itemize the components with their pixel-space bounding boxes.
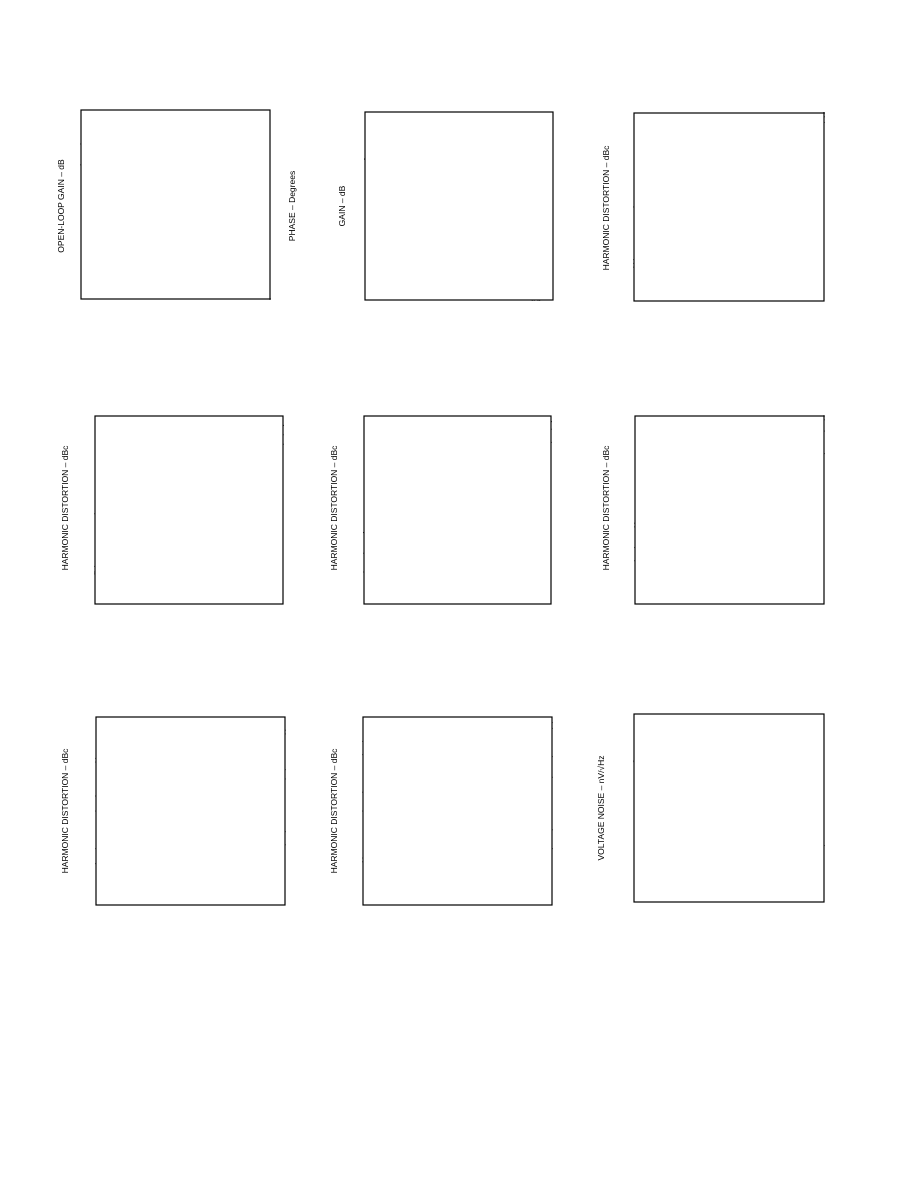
c9-frame bbox=[634, 714, 824, 902]
c4-ylabel: HARMONIC DISTORTION – dBc bbox=[60, 445, 70, 571]
c8-frame bbox=[363, 717, 552, 905]
c3-frame bbox=[634, 113, 824, 301]
c3-plot bbox=[634, 113, 824, 301]
c2-ylabel: GAIN – dB bbox=[337, 185, 347, 227]
c4-frame bbox=[95, 416, 283, 604]
c2-plot bbox=[365, 112, 553, 300]
c1-ylabel-right: PHASE – Degrees bbox=[287, 170, 297, 242]
c5-frame bbox=[364, 416, 551, 604]
plot-layer bbox=[81, 110, 824, 905]
c6-frame bbox=[635, 416, 824, 604]
c9-ylabel: VOLTAGE NOISE – nV/√Hz bbox=[596, 755, 606, 861]
c2-frame bbox=[365, 112, 553, 300]
c1-ylabel-left: OPEN-LOOP GAIN – dB bbox=[56, 159, 66, 253]
c1-plot bbox=[81, 110, 270, 299]
c9-plot bbox=[634, 714, 824, 902]
c4-plot bbox=[95, 416, 283, 604]
c7-plot bbox=[96, 717, 285, 905]
c6-plot bbox=[635, 416, 824, 604]
c3-ylabel: HARMONIC DISTORTION – dBc bbox=[601, 145, 611, 271]
c8-ylabel: HARMONIC DISTORTION – dBc bbox=[329, 748, 339, 874]
c1-frame bbox=[81, 110, 270, 299]
c5-ylabel: HARMONIC DISTORTION – dBc bbox=[329, 445, 339, 571]
c5-plot bbox=[364, 416, 551, 604]
c6-ylabel: HARMONIC DISTORTION – dBc bbox=[601, 445, 611, 571]
c7-ylabel: HARMONIC DISTORTION – dBc bbox=[60, 748, 70, 874]
c7-frame bbox=[96, 717, 285, 905]
c8-plot bbox=[363, 717, 552, 905]
